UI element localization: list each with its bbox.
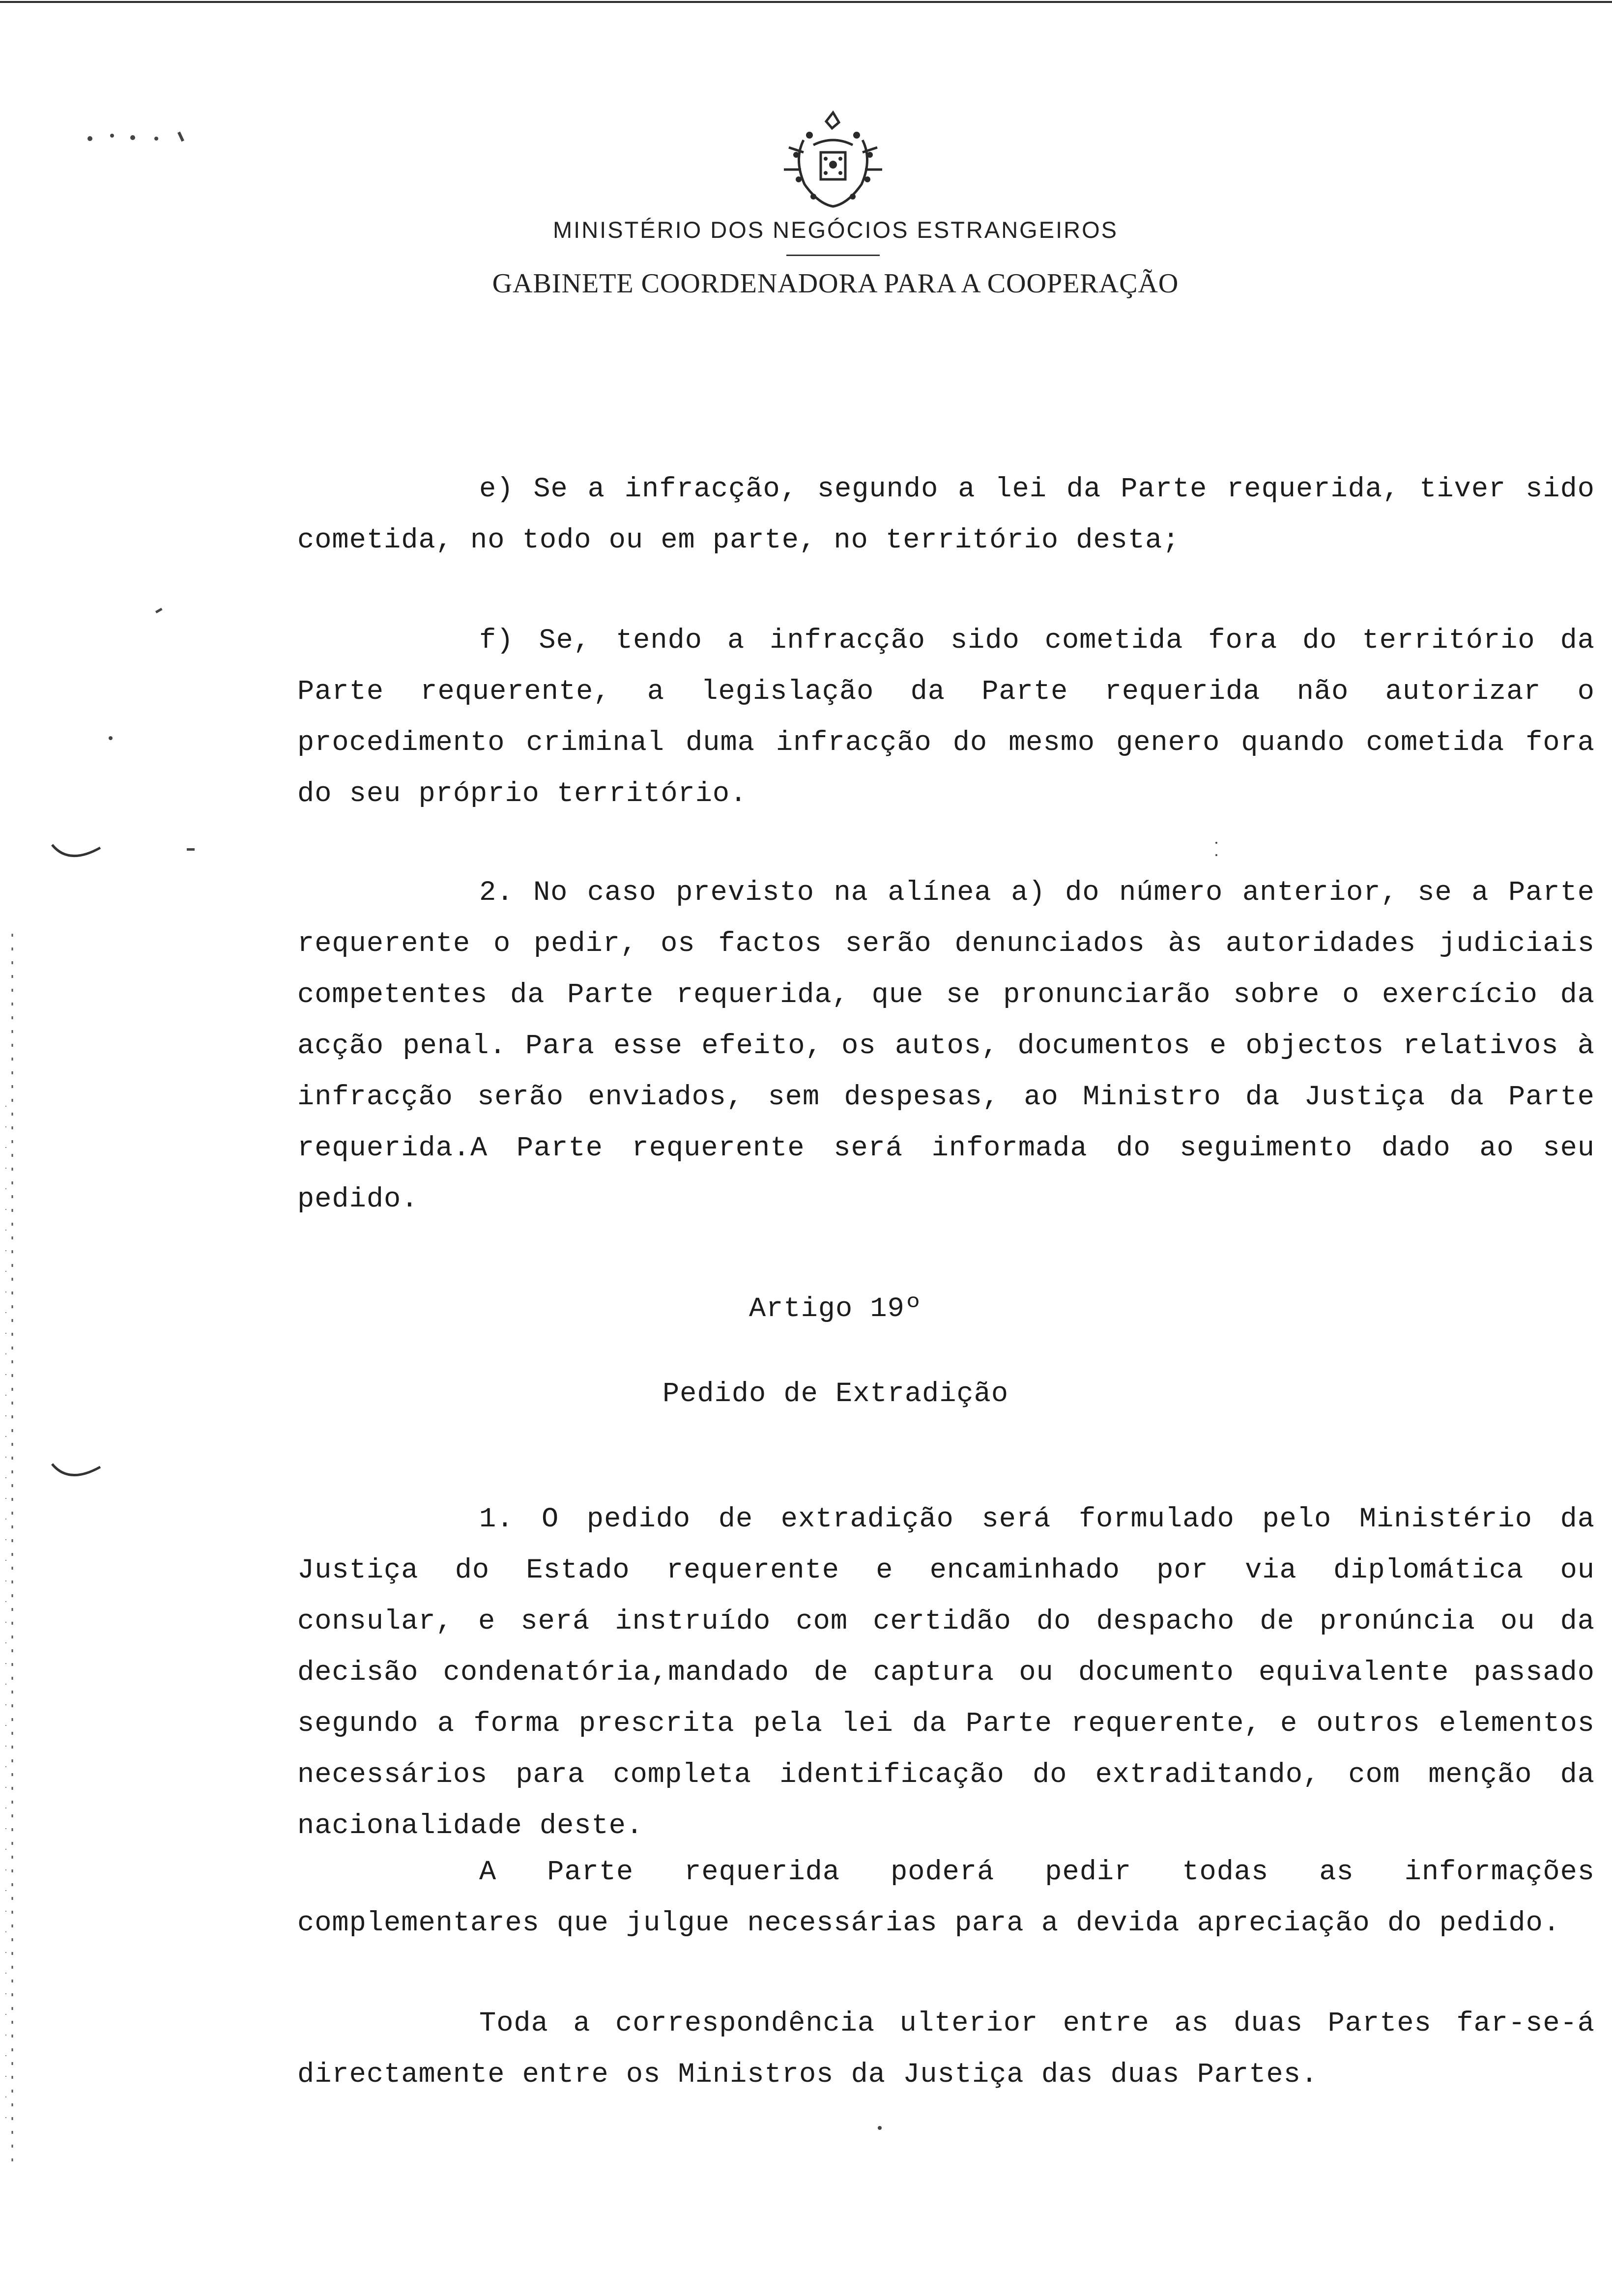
paragraph-19-3: Toda a correspondência ulterior entre as duas Partes far-se-á directamente entre os Ministros da Justiça das duas Partes. [297, 2008, 1595, 2091]
paragraph-19-2: A Parte requerida poderá pedir todas as informações complementares que julgue necessárias para a devida apreciação do pedido. [297, 1857, 1595, 1939]
office-name: GABINETE COORDENADORA PARA A COOPERAÇÃO [492, 268, 1179, 299]
paragraph-2: 2. No caso previsto na alínea a) do número anterior, se a Parte requerente o pedir, os factos serão denunciados às autoridades judiciais competentes da Parte requerida, que se pronunciarão sobre o exercício da acção penal. Para esse efeito, os autos, documentos e objectos relativos à infracção serão enviados, sem despesas, ao Ministro da Justiça da Parte requerida.A Parte requerente será informada do seguimento dado ao seu pedido. [297, 877, 1595, 1215]
article-number: Artigo 19º [748, 1293, 922, 1325]
paragraph-f: f) Se, tendo a infracção sido cometida fora do território da Parte requerente, a legislação da Parte requerida não autorizar o procedimento criminal duma infracção do mesmo genero quando cometida fora do seu próprio território. [297, 625, 1595, 810]
paragraph-19-1: 1. O pedido de extradição será formulado pelo Ministério da Justiça do Estado requerente e encaminhado por via diplomática ou consular, e será instruído com certidão do despacho de pronúncia ou da decisão condenatória,mandado de captura ou documento equivalente passado segundo a forma prescrita pela lei da Parte requerente, e outros elementos necessários para completa identificação do extraditando, com menção da nacionalidade deste. [297, 1504, 1595, 1842]
ministry-underline [786, 255, 880, 256]
coat-of-arms-icon [774, 106, 892, 211]
paragraph-e: e) Se a infracção, segundo a lei da Parte requerida, tiver sido cometida, no todo ou em parte, no território desta; [297, 474, 1595, 556]
article-title: Pedido de Extradição [662, 1378, 1009, 1410]
binding-hole-mark [49, 1462, 103, 1487]
ministry-name: MINISTÉRIO DOS NEGÓCIOS ESTRANGEIROS [553, 217, 1118, 243]
binding-hole-mark [49, 843, 103, 867]
